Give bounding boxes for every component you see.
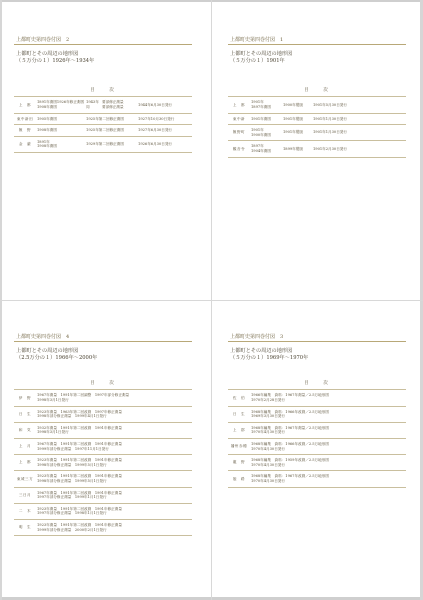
- survey-note: 1904年測図: [251, 148, 271, 153]
- map-history: 1968年編集 資料：1966年改測／2.5万地形図: [251, 409, 329, 414]
- page-2-sheet: [14, 36, 192, 153]
- survey-note: 1891年: [37, 139, 50, 144]
- place-name: 上 都: [18, 460, 32, 465]
- page-header: 上都町史第四巻付図 1: [228, 36, 406, 45]
- page-title-line: 上都町とその周辺の地形図: [230, 51, 293, 57]
- map-history: 1998年3月1日発行: [37, 430, 69, 435]
- place-name: 明 生: [18, 525, 32, 530]
- place-name: 播州赤穂: [230, 444, 248, 449]
- place-name: 上 都: [232, 102, 246, 107]
- table-row: [14, 125, 192, 137]
- place-name: 飯 野: [18, 128, 32, 133]
- table-row: [228, 438, 406, 454]
- revision-note: 1925年第二回修正測図: [86, 116, 124, 121]
- map-history: 1998年部分修正測量 1999年4月1日発行: [37, 414, 107, 419]
- page-title-line: 上都町とその周辺の地形図: [16, 348, 79, 354]
- contents-table: [228, 389, 406, 487]
- map-history: 1968年編集 資料：1967年改測／2.5万地形図: [251, 474, 329, 479]
- place-name: 東中新田: [16, 116, 34, 121]
- table-row: [14, 136, 192, 152]
- page-title-line: （５万分の１）1901年: [230, 58, 285, 65]
- map-history: 1968年編集 資料：1966年改測／2.5万地形図: [251, 441, 329, 446]
- survey-note: 1897年: [251, 144, 264, 149]
- contents-label: 目 次: [304, 381, 330, 387]
- map-history: 1923年測量 1963年第二回改測 1997年修正測量: [37, 409, 122, 414]
- place-name: 飯野町: [232, 130, 246, 135]
- survey-note: 1908年測図: [37, 105, 57, 109]
- plate-note: 1900年製版: [283, 102, 303, 107]
- map-history: 1923年測量 1991年第二回改測 1991年修正測量: [37, 458, 122, 463]
- contents-label: 目 次: [90, 381, 116, 387]
- map-history: 1970年4月30日発行: [251, 446, 285, 451]
- table-row: [14, 503, 192, 519]
- table-row: [228, 97, 406, 113]
- map-history: 1968年編集 資料：1967年測量／2.5万地形図: [251, 425, 329, 430]
- table-row: [228, 113, 406, 125]
- issue-date: 1926年6月30日発行: [138, 142, 173, 147]
- revision-year: 1943年: [86, 100, 99, 105]
- issue-date: 1901年1月30日発行: [313, 116, 347, 121]
- revision-note: 1929年第二回修正測図: [86, 142, 124, 147]
- table-row: [14, 455, 192, 471]
- page-header: 上都町史第四巻付図 4: [14, 333, 192, 342]
- map-history: 1967年測量 1991年第二回改測 1991年修正測量: [37, 441, 122, 446]
- map-history: 1923年測量 1991年第二回改測 1991年修正測量: [37, 506, 122, 511]
- contents-table: [14, 389, 192, 536]
- page-header: 上都町史第四巻付図 3: [228, 333, 406, 342]
- map-history: 1969年3月30日発行: [251, 414, 285, 419]
- table-row: [228, 471, 406, 487]
- place-name: 二 木: [18, 509, 32, 514]
- place-name: 伊 野: [18, 395, 32, 400]
- table-row: [228, 125, 406, 141]
- place-name: 東城三方: [16, 476, 34, 481]
- place-name: 佐 伯: [232, 395, 246, 400]
- map-history: 1923年測量 1991年第二回改測 1991年修正測量: [37, 522, 122, 527]
- table-row: [228, 141, 406, 157]
- page-3-sheet: [228, 333, 406, 488]
- place-name: 上 都: [18, 102, 32, 107]
- issue-date: 1901年5月30日発行: [313, 102, 347, 107]
- map-history: 1998年3月1日発行: [37, 398, 69, 402]
- revision-note: 要部修正測量: [102, 100, 124, 105]
- map-history: 1970年4月30日発行: [251, 462, 285, 467]
- plate-note: 1899年製版: [283, 146, 303, 151]
- contents-table: [228, 96, 406, 157]
- survey-note: 1901年測図: [251, 116, 271, 121]
- map-history: 1932年測量 1991年第二回改測 1991年修正測量: [37, 425, 122, 430]
- survey-note: 1901年: [251, 128, 264, 133]
- table-row: [228, 406, 406, 422]
- survey-note: 1908年測図: [37, 128, 57, 133]
- map-history: 1970年4月30日発行: [251, 430, 285, 435]
- page-title-line: （５万分の１）1926年～1934年: [16, 58, 95, 65]
- map-history: 1999年部分修正測量 1997年11月1日発行: [37, 446, 109, 451]
- place-name: 日 生: [232, 411, 246, 416]
- survey-note: 1905年測図: [37, 116, 57, 121]
- survey-note: 1891年測図1926年修正測図: [37, 100, 85, 105]
- plate-note: 1901年製版: [283, 130, 303, 135]
- place-name: 和 気: [18, 428, 32, 433]
- contents-table: [14, 96, 192, 153]
- table-row: [14, 471, 192, 487]
- place-name: 金 瀧: [18, 142, 32, 147]
- issue-date: 1901年2月30日発行: [313, 146, 347, 151]
- issue-date: 1927年10月30日発行: [138, 116, 175, 121]
- map-history: 1999年部分修正測量 2000年2月1日発行: [37, 527, 107, 532]
- map-history: 1970年2月28日発行: [251, 398, 285, 402]
- place-name: 観音寺: [232, 146, 246, 151]
- page-1-sheet: [228, 36, 406, 158]
- place-name: 上 郡: [232, 428, 246, 433]
- table-row: [14, 97, 192, 113]
- revision-note: 1925年第二回修正測図: [86, 128, 124, 133]
- table-row: [228, 422, 406, 438]
- table-row: [14, 390, 192, 406]
- map-history: 1923年測量 1991年第二回改測 1991年修正測量: [37, 474, 122, 479]
- place-name: 東中新: [232, 116, 246, 121]
- map-history: 1967年測量 1991年第二回調整 1997年部分修正測量: [37, 393, 130, 398]
- place-name: 龍 野: [232, 460, 246, 465]
- survey-note: 1897年測図: [251, 105, 271, 109]
- table-row: [14, 406, 192, 422]
- table-row: [228, 455, 406, 471]
- table-row: [14, 438, 192, 454]
- table-row: [14, 113, 192, 125]
- table-row: [14, 519, 192, 535]
- place-name: 上 月: [18, 444, 32, 449]
- revision-year: 同: [86, 105, 90, 109]
- map-history: 1966年編集 資料：1967年測量／2.5万地形図: [251, 393, 329, 398]
- page-title-line: （2.5万分の１）1966年～2000年: [16, 355, 98, 362]
- table-row: [14, 487, 192, 503]
- issue-date: 1944年6月30日発行: [138, 102, 173, 107]
- map-history: 1967年測量 1991年第二回改測 1991年修正測量: [37, 490, 122, 495]
- survey-note: 1901年: [251, 100, 264, 105]
- survey-note: 1908年測図: [37, 144, 57, 149]
- map-history: 1998年部分修正測量 1999年5月1日発行: [37, 478, 107, 483]
- page-title: [230, 51, 406, 65]
- page-title: [230, 348, 406, 362]
- page-title-line: （５万分の１）1969年～1970年: [230, 355, 309, 362]
- page-title: [16, 51, 192, 65]
- map-history: 1997年部分修正測量 1999年1月1日発行: [37, 495, 107, 500]
- table-row: [14, 422, 192, 438]
- revision-note: 要部修正測量: [102, 105, 124, 109]
- map-history: 1998年部分修正測量 1999年5月1日発行: [37, 462, 107, 467]
- issue-date: 1927年6月30日発行: [138, 128, 173, 133]
- place-name: 日 生: [18, 411, 32, 416]
- plate-note: 1901年製版: [283, 116, 303, 121]
- contents-label: 目 次: [90, 88, 116, 94]
- place-name: 三日月: [18, 492, 32, 497]
- issue-date: 1901年1月30日発行: [313, 130, 347, 135]
- page-header: 上都町史第四巻付図 2: [14, 36, 192, 45]
- table-row: [228, 390, 406, 406]
- page-title-line: 上都町とその周辺の地形図: [230, 348, 293, 354]
- page-divider-horizontal: [0, 300, 423, 301]
- place-name: 姫 路: [232, 476, 246, 481]
- survey-note: 1900年測図: [251, 132, 271, 137]
- contents-label: 目 次: [304, 88, 330, 94]
- map-history: 1997年部分修正測量 1998年1月1日発行: [37, 511, 107, 516]
- page-4-sheet: [14, 333, 192, 536]
- map-history: 1970年4月30日発行: [251, 478, 285, 483]
- page-title: [16, 348, 192, 362]
- page-title-line: 上都町とその周辺の地形図: [16, 51, 79, 57]
- map-history: 1968年編集 資料：1959年改測／2.5万地形図: [251, 458, 329, 463]
